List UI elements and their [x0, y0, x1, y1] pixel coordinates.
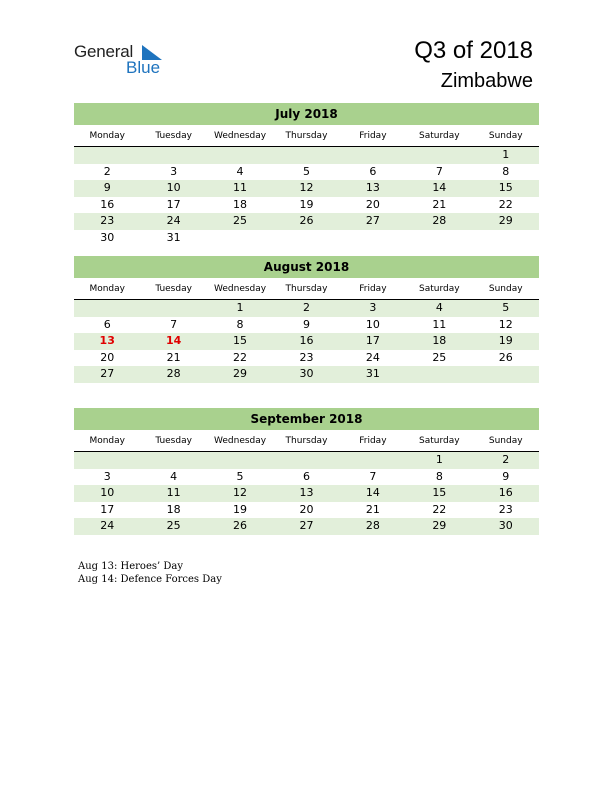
- day-cell: 22: [432, 502, 447, 516]
- day-cell: 31: [365, 367, 380, 380]
- day-cell: 27: [299, 519, 314, 532]
- weekday-label: Monday: [89, 131, 125, 141]
- day-cell: 5: [302, 164, 310, 178]
- week-row: [74, 197, 539, 214]
- day-cell: 31: [166, 230, 181, 244]
- day-cell: [273, 230, 339, 247]
- day-cell: 19: [299, 197, 314, 211]
- day-cell: 21: [166, 350, 181, 364]
- weekday-header-row: [74, 125, 539, 147]
- day-cell: 28: [365, 519, 380, 532]
- day-cell: 5: [502, 301, 510, 314]
- week-row: [74, 485, 539, 502]
- day-cell: [74, 147, 140, 164]
- weekday-label: Sunday: [488, 284, 523, 294]
- weekday-label: Thursday: [285, 131, 328, 141]
- day-cell: 27: [100, 367, 115, 380]
- day-cell: [340, 147, 406, 164]
- day-cell: 25: [166, 519, 181, 532]
- day-cell: 1: [435, 453, 443, 466]
- day-cell: 4: [236, 164, 244, 178]
- day-cell: 22: [233, 350, 248, 364]
- day-cell: 8: [435, 469, 443, 483]
- week-row: [74, 333, 539, 350]
- day-cell: [140, 147, 206, 164]
- day-cell: 16: [299, 334, 314, 347]
- day-cell: 25: [233, 214, 248, 227]
- day-cell: 11: [233, 181, 248, 194]
- day-cell: 2: [502, 453, 510, 466]
- day-cell: 14: [365, 486, 380, 499]
- day-cell: 5: [236, 469, 244, 483]
- day-cell: 7: [369, 469, 377, 483]
- day-cell: 3: [369, 301, 377, 314]
- weekday-label: Tuesday: [155, 284, 192, 294]
- weekday-label: Wednesday: [214, 131, 267, 141]
- day-cell: 14: [165, 334, 182, 347]
- day-cell: [273, 147, 339, 164]
- day-cell: 12: [299, 181, 314, 194]
- day-cell: [406, 147, 472, 164]
- week-row: [74, 317, 539, 334]
- day-cell: 30: [498, 519, 513, 532]
- day-cell: [140, 300, 206, 317]
- month-title: July 2018: [74, 103, 539, 125]
- week-row: [74, 300, 539, 317]
- day-cell: 17: [365, 334, 380, 347]
- day-cell: 28: [432, 214, 447, 227]
- day-cell: 3: [170, 164, 178, 178]
- day-cell: 15: [498, 181, 513, 194]
- weekday-label: Wednesday: [214, 436, 267, 446]
- day-cell: 13: [99, 334, 115, 347]
- week-row: [74, 213, 539, 230]
- day-cell: 8: [236, 317, 244, 331]
- day-cell: [406, 366, 472, 383]
- week-row: [74, 366, 539, 383]
- day-cell: 9: [302, 317, 310, 331]
- day-cell: 19: [498, 334, 513, 347]
- day-cell: 9: [103, 181, 111, 194]
- week-row: [74, 469, 539, 486]
- month-calendar-july: [74, 103, 539, 246]
- week-row: [74, 180, 539, 197]
- day-cell: 14: [432, 181, 447, 194]
- day-cell: 21: [432, 197, 447, 211]
- weekday-label: Monday: [89, 436, 125, 446]
- day-cell: 16: [100, 197, 115, 211]
- day-cell: 26: [299, 214, 314, 227]
- day-cell: 23: [299, 350, 314, 364]
- day-cell: 21: [365, 502, 380, 516]
- weekday-label: Friday: [359, 436, 387, 446]
- day-cell: 10: [365, 317, 380, 331]
- week-row: [74, 350, 539, 367]
- day-cell: 15: [432, 486, 447, 499]
- day-cell: [473, 230, 539, 247]
- day-cell: 29: [498, 214, 513, 227]
- day-cell: 20: [365, 197, 380, 211]
- week-row: [74, 452, 539, 469]
- weekday-label: Thursday: [285, 436, 328, 446]
- month-title: September 2018: [74, 408, 539, 430]
- day-cell: 29: [432, 519, 447, 532]
- week-row: [74, 230, 539, 247]
- month-calendar-september: [74, 408, 539, 535]
- day-cell: [406, 230, 472, 247]
- day-cell: [207, 452, 273, 469]
- day-cell: 24: [166, 214, 181, 227]
- day-cell: 17: [100, 502, 115, 516]
- day-cell: 2: [103, 164, 111, 178]
- day-cell: 18: [166, 502, 181, 516]
- day-cell: [340, 230, 406, 247]
- day-cell: 17: [166, 197, 181, 211]
- weekday-label: Saturday: [419, 436, 460, 446]
- weekday-label: Sunday: [488, 436, 523, 446]
- week-row: [74, 518, 539, 535]
- day-cell: 4: [435, 301, 443, 314]
- day-cell: 6: [302, 469, 310, 483]
- day-cell: [273, 452, 339, 469]
- day-cell: 18: [432, 334, 447, 347]
- day-cell: 30: [100, 230, 115, 244]
- day-cell: 26: [498, 350, 513, 364]
- day-cell: [340, 452, 406, 469]
- day-cell: 12: [233, 486, 248, 499]
- month-title: August 2018: [74, 256, 539, 278]
- weekday-label: Saturday: [419, 131, 460, 141]
- day-cell: 11: [166, 486, 181, 499]
- day-cell: 30: [299, 367, 314, 380]
- day-cell: 19: [233, 502, 248, 516]
- page-title: Q3 of 2018: [414, 37, 533, 64]
- week-row: [74, 502, 539, 519]
- day-cell: [140, 452, 206, 469]
- holiday-note: Aug 13: Heroes’ Day: [78, 561, 183, 572]
- weekday-label: Saturday: [419, 284, 460, 294]
- holiday-notes: [78, 560, 222, 586]
- day-cell: 28: [166, 367, 181, 380]
- day-cell: 6: [369, 164, 377, 178]
- weekday-label: Sunday: [488, 131, 523, 141]
- day-cell: 11: [432, 317, 447, 331]
- weekday-label: Friday: [359, 131, 387, 141]
- day-cell: 18: [233, 197, 248, 211]
- day-cell: 10: [166, 181, 181, 194]
- week-row: [74, 164, 539, 181]
- day-cell: 26: [233, 519, 248, 532]
- day-cell: 24: [365, 350, 380, 364]
- weekday-header-row: [74, 430, 539, 452]
- week-row: [74, 147, 539, 164]
- weekday-header-row: [74, 278, 539, 300]
- day-cell: 20: [100, 350, 115, 364]
- day-cell: 12: [498, 317, 513, 331]
- generalblue-logo: [74, 42, 174, 78]
- day-cell: 6: [103, 317, 111, 331]
- day-cell: [207, 230, 273, 247]
- day-cell: 1: [502, 148, 510, 161]
- day-cell: [74, 452, 140, 469]
- day-cell: 13: [365, 181, 380, 194]
- day-cell: 10: [100, 486, 115, 499]
- weekday-label: Thursday: [285, 284, 328, 294]
- day-cell: 24: [100, 519, 115, 532]
- day-cell: 7: [170, 317, 178, 331]
- day-cell: 1: [236, 301, 244, 314]
- day-cell: 20: [299, 502, 314, 516]
- logo-word-blue: Blue: [126, 58, 161, 77]
- weekday-label: Friday: [359, 284, 387, 294]
- day-cell: 7: [435, 164, 443, 178]
- month-calendar-august: [74, 256, 539, 383]
- day-cell: 9: [502, 469, 510, 483]
- day-cell: [74, 300, 140, 317]
- day-cell: 23: [100, 214, 115, 227]
- day-cell: 22: [498, 197, 513, 211]
- day-cell: 13: [299, 486, 314, 499]
- weekday-label: Tuesday: [155, 436, 192, 446]
- day-cell: 4: [170, 469, 178, 483]
- day-cell: 15: [233, 334, 248, 347]
- logo-word-general: General: [74, 42, 134, 61]
- day-cell: 8: [502, 164, 510, 178]
- country-name: Zimbabwe: [440, 70, 533, 92]
- day-cell: 27: [365, 214, 380, 227]
- day-cell: [473, 366, 539, 383]
- weekday-label: Tuesday: [155, 131, 192, 141]
- holiday-note: Aug 14: Defence Forces Day: [78, 574, 222, 585]
- day-cell: 2: [302, 301, 310, 314]
- day-cell: 29: [233, 367, 248, 380]
- day-cell: [207, 147, 273, 164]
- weekday-label: Monday: [89, 284, 125, 294]
- day-cell: 23: [498, 502, 513, 516]
- day-cell: 25: [432, 350, 447, 364]
- day-cell: 16: [498, 486, 513, 499]
- day-cell: 3: [103, 469, 111, 483]
- weekday-label: Wednesday: [214, 284, 267, 294]
